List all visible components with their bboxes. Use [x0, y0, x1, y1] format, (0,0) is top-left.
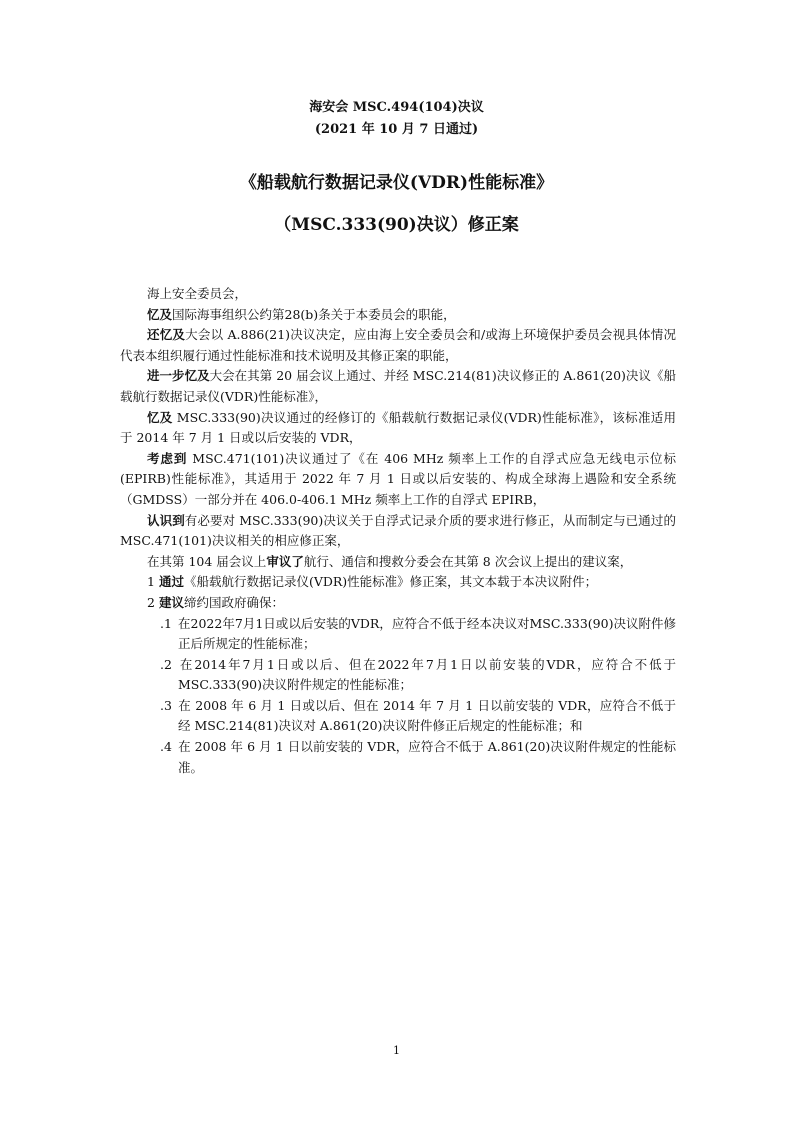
preamble-text: 有必要对 MSC.333(90)决议关于自浮式记录介质的要求进行修正，从而制定与已通过的 MSC.471(101)决议相关的相应修正案，	[120, 512, 676, 549]
operative-paragraph	[120, 572, 676, 593]
preamble-keyword: 还忆及	[147, 327, 186, 343]
preamble-paragraph	[120, 366, 676, 407]
sub-item-number: .4	[160, 739, 172, 755]
review-text-before: 在其第 104 届会议上	[147, 553, 267, 569]
sub-item-text: 在 2008 年 6 月 1 日或以后、但在 2014 年 7 月 1 日以前安装的 VDR，应符合不低于经 MSC.214(81)决议对 A.861(20)决议附件修正后规定的性能标准；和	[178, 697, 676, 734]
preamble-keyword: 忆及	[147, 409, 173, 425]
document-title: 《船载航行数据记录仪(VDR)性能标准》	[239, 173, 554, 193]
document-subtitle: （MSC.333(90)决议）修正案	[274, 215, 519, 235]
operative-keyword: 建议	[158, 594, 184, 610]
sub-item-text: 在2022年7月1日或以后安装的VDR，应符合不低于经本决议对MSC.333(90)决议附件修正后所规定的性能标准；	[178, 615, 676, 652]
preamble-keyword: 认识到	[147, 512, 185, 528]
operative-number: 1	[147, 574, 155, 590]
opening-line: 海上安全委员会，	[147, 286, 248, 301]
preamble-paragraph	[120, 449, 676, 511]
preamble-text: 国际海事组织公约第28(b)条关于本委员会的职能，	[172, 306, 456, 322]
preamble-text: MSC.333(90)决议通过的经修订的《船载航行数据记录仪(VDR)性能标准》，该标准适用于 2014 年 7 月 1 日或以后安装的 VDR，	[120, 409, 676, 446]
review-paragraph	[120, 552, 676, 573]
review-text-after: 航行、通信和搜救分委会在其第 8 次会议上提出的建议案，	[303, 553, 633, 569]
operative-number: 2	[147, 594, 155, 610]
adoption-date: (2021 年 10 月 7 日通过)	[314, 122, 479, 137]
review-keyword: 审议了	[266, 553, 304, 569]
sub-item-number: .2	[160, 656, 172, 672]
preamble-text: 大会在其第 20 届会议上通过、并经 MSC.214(81)决议修正的 A.861(20)决议《船载航行数据记录仪(VDR)性能标准》，	[120, 368, 676, 404]
operative-paragraph	[120, 593, 676, 614]
preamble-paragraph	[120, 325, 676, 366]
operative-text: 缔约国政府确保：	[183, 594, 284, 610]
sub-item	[120, 614, 676, 655]
preamble-keyword: 考虑到	[147, 450, 188, 466]
sub-item-number: .3	[160, 697, 172, 713]
sub-item	[120, 737, 676, 778]
preamble-paragraph	[120, 511, 676, 552]
sub-item	[120, 655, 676, 696]
preamble-keyword: 忆及	[147, 306, 173, 322]
preamble-paragraph	[120, 305, 676, 326]
page-number: 1	[393, 1044, 400, 1057]
sub-item-text: 在2014年7月1日或以后、但在2022年7月1日以前安装的VDR，应符合不低于MSC.333(90)决议附件规定的性能标准；	[178, 656, 676, 693]
sub-item	[120, 696, 676, 737]
preamble-paragraph	[120, 408, 676, 449]
preamble-text: 大会以 A.886(21)决议决定，应由海上安全委员会和/或海上环境保护委员会视具体情况代表本组织履行通过性能标准和技术说明及其修正案的职能，	[120, 327, 676, 363]
resolution-number: 海安会 MSC.494(104)决议	[309, 100, 484, 115]
resolution-body	[120, 284, 676, 778]
sub-item-text: 在 2008 年 6 月 1 日以前安装的 VDR，应符合不低于 A.861(20)决议附件规定的性能标准。	[178, 739, 676, 775]
preamble-text: MSC.471(101)决议通过了《在 406 MHz 频率上工作的自浮式应急无线电示位标(EPIRB)性能标准》，其适用于 2022 年 7 月 1 日或以后安装的、构成全球海上遇险和安全系统（GMDSS）一部分并在 406.0-406.1 MHz 频率上工作的自浮式 EPIRB，	[120, 450, 676, 507]
operative-keyword: 通过	[158, 574, 184, 590]
sub-item-number: .1	[160, 615, 172, 631]
preamble-keyword: 进一步忆及	[147, 368, 210, 384]
operative-text: 《船载航行数据记录仪(VDR)性能标准》修正案，其文本载于本决议附件；	[183, 574, 598, 590]
